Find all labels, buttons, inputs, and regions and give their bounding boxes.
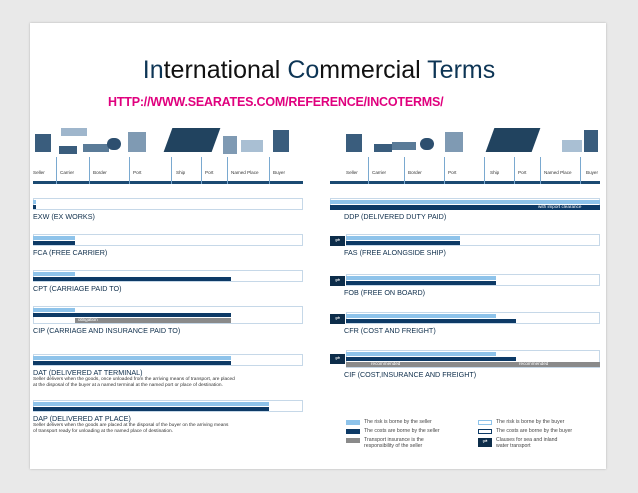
stage-label: Port [518,170,527,175]
cost-bar [33,361,231,365]
term-description: Seller delivers when the goods, once unloaded from the arriving means of transport, are placed at the disposal of the buyer at a named terminal at the named port or place of destination. [33,377,235,388]
legend-risk-seller: The risk is borne by the seller [364,419,432,425]
term-label: DAT (DELIVERED AT TERMINAL) [33,368,143,377]
truck-icon [374,144,392,152]
stage-labels [330,170,600,180]
cost-bar [33,205,36,209]
term-label: DDP (DELIVERED DUTY PAID) [344,212,447,221]
crane-icon [223,136,237,154]
risk-bar [33,308,75,312]
stage-label: Buyer [586,170,599,175]
factory-icon [346,134,362,152]
stage-label: Port [448,170,457,175]
sea-transport-icon: ⇌ [330,236,345,246]
truck-icon [59,146,77,154]
stage-label: Buyer [273,170,286,175]
legend-sea: Clauses for sea and inland water transport [496,437,558,449]
timeline [330,181,600,184]
risk-bar [346,352,496,356]
term-label: EXW (EX WORKS) [33,212,95,221]
legend-swatch-cost-seller [346,429,360,434]
recommended-note: recommended [519,361,549,366]
plane-icon [61,128,87,136]
building-icon [273,130,289,152]
timeline [33,181,303,184]
term-description: Seller delivers when the goods are placed at the disposal of the buyer on the arriving means of transport ready for unloading at the named place of destination. [33,423,229,434]
stage-labels [33,170,303,180]
term-label: FOB (FREE ON BOARD) [344,288,426,297]
stage-label: Port [205,170,214,175]
risk-bar [33,236,75,240]
stage-label: Ship [176,170,186,175]
term-label: CIP (CARRIAGE AND INSURANCE PAID TO) [33,326,181,335]
legend-swatch-risk-buyer [478,420,492,425]
term-label: CFR (COST AND FREIGHT) [344,326,436,335]
cost-bar [346,281,496,285]
page-title: International Commercial Terms [142,56,496,84]
term-grid [33,198,303,210]
risk-bar [346,314,496,318]
legend-swatch-insurance [346,438,360,443]
cost-bar [346,241,460,245]
legend-swatch-cost-buyer [478,429,492,434]
customs-icon [107,138,121,150]
stage-label: Port [133,170,142,175]
risk-bar [33,356,231,360]
risk-bar [346,236,460,240]
stage-label: Border [408,170,422,175]
train-icon [83,144,109,152]
warehouse-icon [562,140,582,152]
customs-icon [420,138,434,150]
ship-icon [486,128,541,152]
stage-label: Seller [33,170,45,175]
stage-label: Carrier [372,170,387,175]
legend-swatch-risk-seller [346,420,360,425]
term-label: CIF (COST,INSURANCE AND FREIGHT) [344,370,477,379]
sea-transport-icon: ⇌ [330,354,345,364]
stage-label: Carrier [60,170,75,175]
term-label: CPT (CARRIAGE PAID TO) [33,284,122,293]
obligation-note: obligation [78,317,98,322]
term-label: FCA (FREE CARRIER) [33,248,108,257]
cost-bar [33,241,75,245]
cost-bar [33,313,231,317]
import-clearance-note: with import clearance [538,204,582,209]
train-icon [392,142,416,150]
stage-label: Seller [346,170,358,175]
risk-bar [33,200,36,204]
source-url[interactable]: HTTP://WWW.SEARATES.COM/REFERENCE/INCOTERMS/ [108,95,444,109]
stage-label: Named Place [544,170,572,175]
stage-label: Ship [490,170,500,175]
cost-bar [33,277,231,281]
recommended-note: recommended [371,361,401,366]
term-label: DAP (DELIVERED AT PLACE) [33,414,131,423]
term-label: FAS (FREE ALONGSIDE SHIP) [344,248,446,257]
risk-bar [346,276,496,280]
risk-bar [33,402,269,406]
stage-label: Border [93,170,107,175]
legend-risk-buyer: The risk is borne by the buyer [496,419,565,425]
stage-label: Named Place [231,170,259,175]
legend-cost-buyer: The costs are borne by the buyer [496,428,573,434]
sea-transport-icon: ⇌ [478,438,492,447]
building-icon [584,130,598,152]
factory-icon [35,134,51,152]
warehouse-icon [241,140,263,152]
sea-transport-icon: ⇌ [330,314,345,324]
crane-icon [445,132,463,152]
sea-transport-icon: ⇌ [330,276,345,286]
cost-bar [346,319,516,323]
legend-cost-seller: The costs are borne by the seller [364,428,440,434]
legend-insurance: Transport insurance is the responsibility of the seller [364,437,424,449]
insurance-bar [75,318,231,323]
ship-icon [164,128,221,152]
crane-icon [128,132,146,152]
risk-bar [33,272,75,276]
cost-bar [33,407,269,411]
